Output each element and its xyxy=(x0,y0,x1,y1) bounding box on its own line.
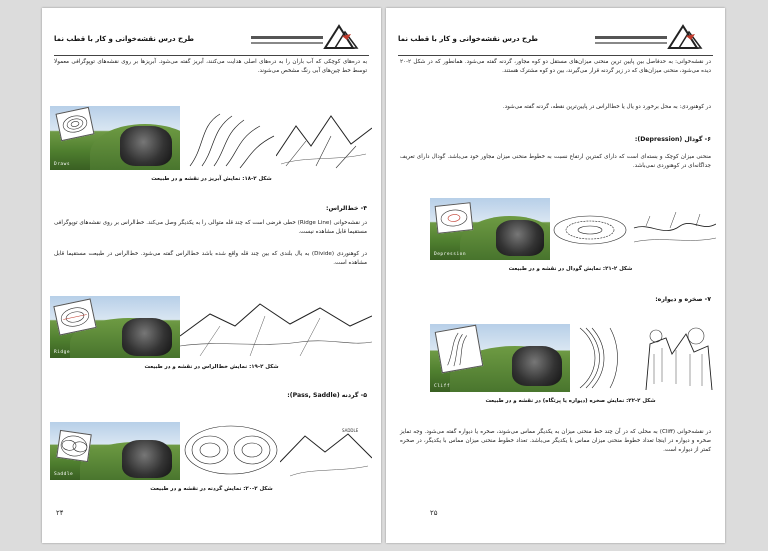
page-header xyxy=(42,20,381,60)
left-page xyxy=(42,8,381,543)
fist-illustration xyxy=(120,126,172,166)
section-heading-cliff: ۷- صخره و دیواره: xyxy=(655,296,711,303)
map-card xyxy=(435,325,484,374)
paragraph-ridge-1: در نقشه‌خوانی (Ridge Line) خطی فرضی است که چند قله متوالی را به یکدیگر وصل می‌کند. خط‌الراس بر روی نقشه‌های توپوگرافی مستقیما قابل مشاهده نیست. xyxy=(54,220,368,235)
figure-caption: شکل ۲-۱۸: نمایش آبریز در نقشه و در طبیعت xyxy=(151,176,272,182)
figure-caption: شکل ۲-۲۰: نمایش گردنه در نقشه و در طبیعت xyxy=(150,486,273,492)
section-heading-depression: ۶- گودال (Depression): xyxy=(634,136,711,143)
header-divider xyxy=(398,55,713,56)
saddle-landscape-sketch xyxy=(280,422,372,480)
figure-ridge-3d xyxy=(50,296,180,358)
mountain-logo-icon xyxy=(247,22,367,52)
header-title: طرح درس نقشه‌خوانی و کار با قطب نما xyxy=(54,35,195,43)
header-divider xyxy=(54,55,369,56)
paragraph-saddle-climbing: در کوهنوردی: به محل برخورد دو یال یا خط‌الراس در پایین‌ترین نقطه، گردنه گفته می‌شود. xyxy=(502,104,711,110)
saddle-contour-sketch xyxy=(180,422,280,480)
fist-illustration xyxy=(512,346,562,386)
ridge-landscape-sketch xyxy=(180,296,372,358)
figure-ridge xyxy=(50,296,372,358)
section-heading-pass: ۵- گردنه (Pass, Saddle): xyxy=(287,392,367,399)
figure-depression xyxy=(430,198,716,260)
page-number: ۲۴ xyxy=(56,509,64,517)
figure-label: Depression xyxy=(434,252,467,257)
depression-sketch xyxy=(550,198,716,260)
page-number: ۲۵ xyxy=(430,509,438,517)
paragraph-depression: منحنی میزان کوچک و بسته‌ای است که دارای کمترین ارتفاع نسبت به خطوط منحنی میزان مجاور خود می‌باشد. گودال دارای تعریف جداگانه‌ای در کوهنوردی نمی‌باشد. xyxy=(400,154,711,169)
figure-label: Saddle xyxy=(54,472,74,477)
paragraph-ridge-2: در کوهنوردی (Divide) به یال بلندی که بین چند قله واقع شده باشد خط‌الراس گفته می‌شود. خط‌الراس در طبیعت مستقیما قابل مشاهده است. xyxy=(54,251,367,266)
contour-sketch xyxy=(180,106,276,170)
figure-depression-3d xyxy=(430,198,550,260)
map-card xyxy=(56,430,92,462)
map-card xyxy=(55,107,94,141)
figure-caption: شکل ۲-۲۲: نمایش صخره (دیواره یا پرتگاه) در نقشه و در طبیعت xyxy=(485,398,656,404)
paragraph-top: به دره‌های کوچکی که آب باران را به دره‌های اصلی هدایت می‌کنند، آبریز گفته می‌شود. آبریزها بر روی نقشه‌های توپوگرافی معمولا توسط خط چین‌های آبی رنگ مشخص می‌شوند. xyxy=(54,59,367,74)
landscape-sketch xyxy=(276,106,372,170)
figure-saddle xyxy=(50,422,372,480)
figure-label: Draws xyxy=(54,162,71,167)
mountain-logo-icon xyxy=(591,22,711,52)
fist-illustration xyxy=(496,220,544,256)
figure-cliff-3d xyxy=(430,324,570,392)
header-title: طرح درس نقشه‌خوانی و کار با قطب نما xyxy=(398,35,539,43)
paragraph-saddle-map: در نقشه‌خوانی: به حدفاصل بین پایین ترین منحنی میزان‌های مستقل دو کوه مجاور، گردنه گفته می‌شود. همانطور که در شکل ۲-۲۰ دیده می‌شود، منحنی میزان‌های که در زیر گردنه قرار می‌گیرند، بین دو کوه مشترک هستند. xyxy=(400,59,711,74)
section-heading-ridge: ۴- خط‌الراس: xyxy=(325,205,367,212)
figure-saddle-3d xyxy=(50,422,180,480)
figure-draws-3d xyxy=(50,106,180,170)
svg-text:SADDLE: SADDLE xyxy=(342,428,359,433)
fist-illustration xyxy=(122,318,172,356)
cliff-contour-sketch xyxy=(570,324,636,392)
paragraph-cliff: در نقشه‌خوانی (Cliff) به محلی که در آن چند خط منحنی میزان به یکدیگر مماس می‌شوند، صخره یا دیواره گفته می‌شود. وجه تمایز صخره و دیواره در اینجا تعداد خطوط منحنی میزان مماس با یکدیگر می‌باشد. تعداد خطوط منحنی میزان مماس با یکدیگر، در صخره کمتر از دیواره است. xyxy=(400,429,711,453)
map-card xyxy=(53,298,96,335)
figure-caption: شکل ۲-۱۹: نمایش خط‌الراس در نقشه و در طبیعت xyxy=(144,364,279,370)
figure-label: Cliff xyxy=(434,384,451,389)
figure-caption: شکل ۲-۲۱: نمایش گودال در نقشه و در طبیعت xyxy=(508,266,633,272)
page-header xyxy=(386,20,725,60)
figure-draws xyxy=(50,106,372,170)
cliff-landscape-sketch xyxy=(636,324,716,392)
map-card xyxy=(435,202,474,234)
figure-label: Ridge xyxy=(54,350,71,355)
fist-illustration xyxy=(122,440,172,478)
right-page xyxy=(386,8,725,543)
figure-cliff xyxy=(430,324,716,392)
